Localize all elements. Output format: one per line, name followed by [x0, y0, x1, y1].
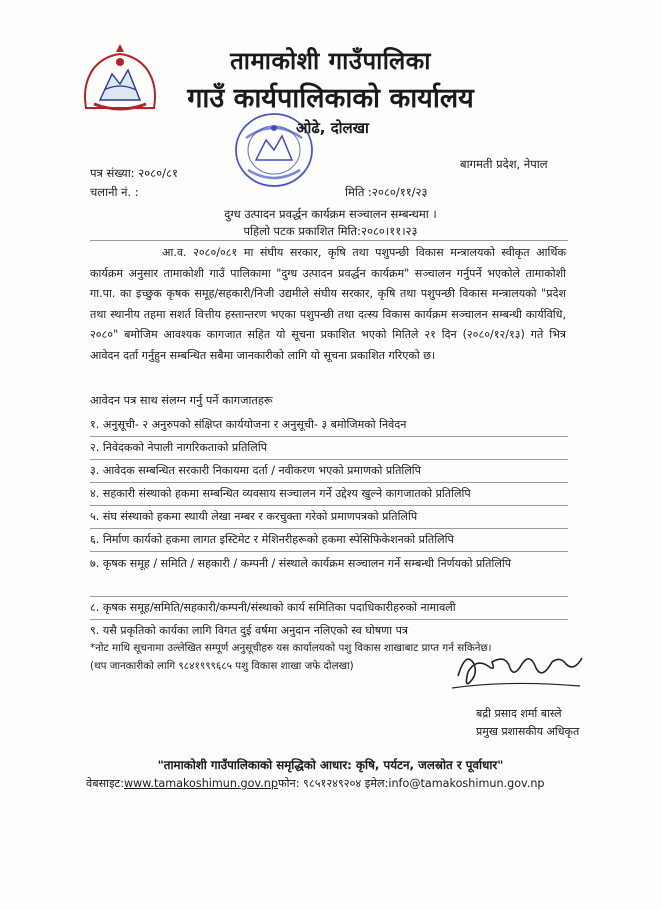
- list-item: ९. यसै प्रकृतिको कार्यका लागि विगत दुई वर्षमा अनुदान नलिएको स्व घोषणा पत्र: [90, 624, 409, 637]
- divider: [90, 436, 568, 437]
- dispatch-number: चलानी नं. :: [90, 185, 139, 199]
- signatory-name: बद्री प्रसाद शर्मा बास्ले: [476, 707, 562, 720]
- divider: [90, 619, 568, 620]
- handwritten-signature: [448, 642, 588, 698]
- list-item: १. अनुसूची- २ अनुरुपको संक्षिप्त कार्ययोजना र अनुसूची- ३ बमोजिमको निवेदन: [90, 418, 407, 431]
- divider: [90, 505, 568, 506]
- issue-date: मिति :२०८०/११/२३: [345, 185, 428, 199]
- divider: [90, 596, 568, 597]
- list-item: ३. आवेदक सम्बन्धित सरकारी निकायमा दर्ता / नवीकरण भएको प्रमाणको प्रतिलिपि: [90, 464, 421, 477]
- divider: [90, 551, 568, 552]
- municipality-name: तामाकोशी गाउँपालिका: [230, 47, 431, 75]
- subject-line: दुग्ध उत्पादन प्रवर्द्धन कार्यक्रम सञ्चालन सम्बन्धमा ।: [224, 207, 437, 221]
- website-link[interactable]: www.tamakoshimun.gov.np: [123, 777, 278, 790]
- divider: [90, 240, 568, 241]
- list-item: २. निवेदकको नेपाली नागरिकताको प्रतिलिपि: [90, 441, 268, 454]
- reference-number: पत्र संख्या: २०८०/८१: [90, 166, 178, 180]
- divider: [90, 482, 568, 483]
- footer-slogan: "तामाकोशी गाउँपालिकाको समृद्धिको आधार: कृषि, पर्यटन, जलस्रोत र पूर्वाधार": [157, 758, 504, 772]
- divider: [90, 459, 568, 460]
- signatory-title: प्रमुख प्रशासकीय अधिकृत: [476, 725, 580, 738]
- office-name: गाउँ कार्यपालिकाको कार्यालय: [187, 83, 474, 114]
- office-address: ओढे, दोलखा: [296, 119, 369, 137]
- publication-date: पहिलो पटक प्रकाशित मिति:२०८०।११।२३: [243, 224, 418, 238]
- list-item: ८. कृषक समूह/समिति/सहकारी/कम्पनी/संस्थाको कार्य समितिका पदाधिकारीहरुको नामावली: [90, 601, 456, 614]
- notice-text: आ.व. २०८०/०८१ मा संघीय सरकार, कृषि तथा पशुपन्छी विकास मन्त्रालयको स्वीकृत आर्थिक कार्यक्रम अनुसार तामाकोशी गाउँ पालिकामा "दुग्ध उत्पादन प्रवर्द्धन कार्यक्रम" सञ्चालन गर्नुपर्ने भएकोले तामाकोशी गा.पा. का इच्छुक कृषक समूह/सहकारी/निजी उद्यमीले संघीय सरकार, कृषि तथा पशुपन्छी विकास मन्त्रालयको "प्रदेश तथा स्थानीय तहमा सशर्त वित्तीय हस्तान्तरण भएका पशुपन्छी तथा दत्स्य विकास कार्यक्रम सञ्चालन सम्बन्धी कार्यविधि, २०८०" बमोजिम आवश्यक कागजात सहित यो सूचना प्रकाशित भएको मितिले २१ दिन (२०८०/१२/१३) गते भित्र आवेदन दर्ता गर्नुहुन सम्बन्धित सबैमा जानकारीको लागि यो सूचना प्रकाशित गरिएको छ।: [90, 246, 566, 362]
- notice-paragraph: [90, 243, 566, 367]
- list-item: ५. संघ संस्थाको हकमा स्थायी लेखा नम्बर र करचुक्ता गरेको प्रमाणपत्रको प्रतिलिपि: [90, 510, 418, 523]
- footer-contact: [86, 776, 545, 791]
- email-address[interactable]: इमेल:info@tamakoshimun.gov.np: [364, 777, 545, 790]
- attachment-list-heading: आवेदन पत्र साथ संलग्न गर्नु पर्ने कागजातहरू: [90, 394, 273, 407]
- contact-note: (थप जानकारीको लागि ९८४१९९९६८५ पशु विकास शाखा जफे दोलखा): [90, 660, 354, 672]
- list-item: ४. सहकारी संस्थाको हकमा सम्बन्धित व्यवसाय सञ्चालन गर्ने उद्देश्य खुल्ने कागजातको प्रतिलिपि: [90, 487, 471, 500]
- phone-number: फोन: ९८५१२४९२०४: [278, 777, 362, 790]
- province-label: बागमती प्रदेश, नेपाल: [460, 157, 548, 171]
- list-item: ७. कृषक समूह / समिति / सहकारी / कम्पनी / संस्थाले कार्यक्रम सञ्चालन गर्ने सम्बन्धी निर्णयको प्रतिलिपि: [90, 557, 512, 570]
- website-label: वेबसाइट:: [86, 777, 124, 790]
- list-item: ६. निर्माण कार्यको हकमा लागत इस्टिमेट र मेशिनरीहरूको हकमा स्पेसिफिकेशनको प्रतिलिपि: [90, 533, 454, 546]
- divider: [90, 528, 568, 529]
- note-text: *नोट माथि सूचनामा उल्लेखित सम्पूर्ण अनुसूचीहरु यस कार्यालयको पशु विकास शाखाबाट प्राप्त गर्न सकिनेछ।: [90, 642, 492, 654]
